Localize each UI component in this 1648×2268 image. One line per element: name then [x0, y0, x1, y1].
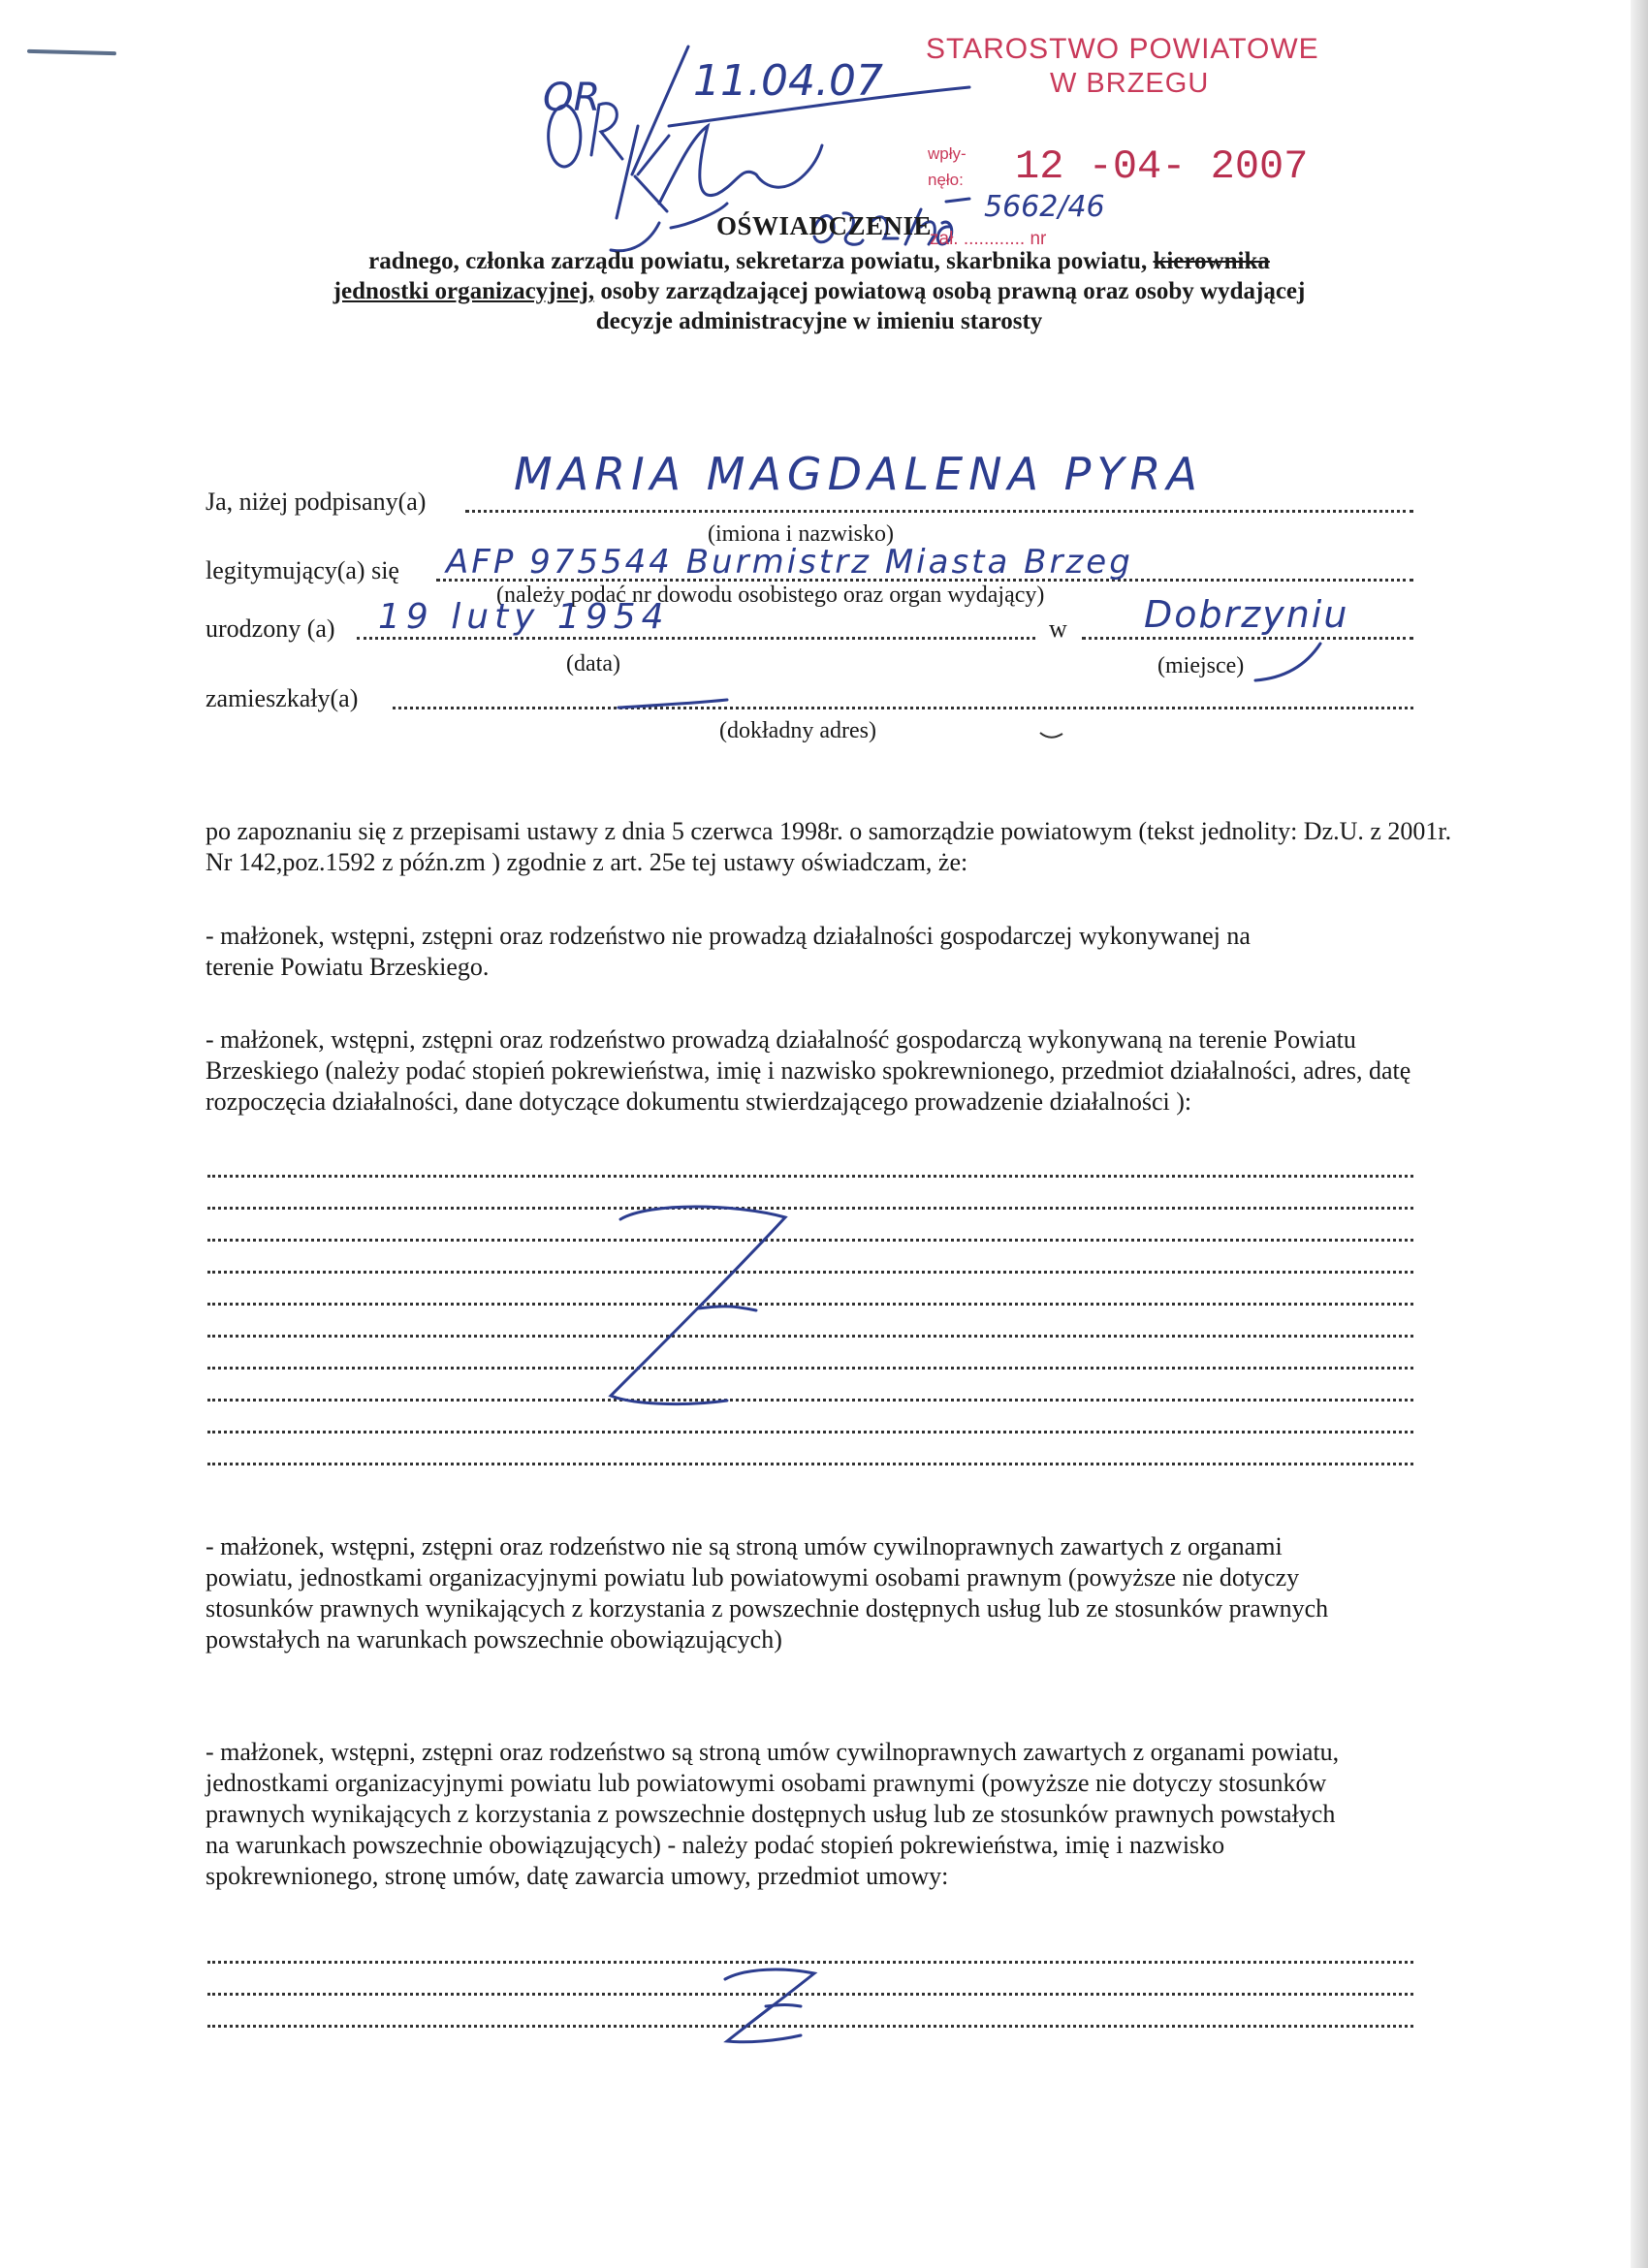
answer-line-9	[207, 1429, 1413, 1433]
place-flourish	[1251, 640, 1328, 698]
subtitle-line1: radnego, członka zarządu powiatu, sekretarza powiatu, skarbnika powiatu,	[368, 248, 1154, 274]
item-contracts: - małżonek, wstępni, zstępni oraz rodzeństwo są stroną umów cywilnoprawnych zawartych z organami powiatu, jednostkami organizacyjnymi powiatu lub powiatowymi osobami prawnymi (powyższe nie dotyczy stosunków prawnych wynikających z korzystania z powszechnie dostępnych usług lub ze stosunków prawnych powstałych na warunkach powszechnie obowiązujących) - należy podać stopień pokrewieństwa, imię i nazwisko spokrewnionego, stronę umów, datę zawarcia umowy, przedmiot umowy:	[206, 1738, 1340, 1890]
intro-paragraph: po zapoznaniu się z przepisami ustawy z dnia 5 czerwca 1998r. o samorządzie powiatowym (tekst jednolity: Dz.U. z 2001r. Nr 142,poz.1592 z późn.zm ) zgodnie z art. 25e tej ustawy oświadczam, że:	[206, 817, 1452, 876]
subtitle-line2: osoby zarządzającej powiatową osobą prawną oraz osoby wydającej	[594, 278, 1306, 304]
id-value: AFP 975544 Burmistrz Miasta Brzeg	[446, 543, 1133, 582]
document-subtitle	[184, 246, 1454, 336]
name-value: MARIA MAGDALENA PYRA	[514, 448, 1203, 500]
birth-date-value: 19 luty 1954	[378, 597, 670, 637]
subtitle-struck-word: kierownika	[1153, 248, 1270, 274]
item-no-business: - małżonek, wstępni, zstępni oraz rodzeństwo nie prowadzą działalności gospodarczej wykonywanej na terenie Powiatu Brzeskiego.	[206, 922, 1251, 981]
subtitle-line3: decyzje administracyjne w imieniu starosty	[595, 308, 1043, 334]
birth-in-label: w	[1049, 614, 1067, 643]
registry-number: 5662/46	[984, 190, 1105, 224]
stamp-office-name: STAROSTWO POWIATOWE	[926, 33, 1319, 65]
stamp-received-label-1: wpły-	[928, 144, 967, 163]
stamp-attachment-label: zał. ............ nr	[930, 229, 1047, 249]
id-label: legitymujący(a) się	[206, 556, 399, 584]
stamp-city: W BRZEGU	[1050, 68, 1210, 99]
name-label: Ja, niżej podpisany(a)	[206, 488, 427, 516]
address-tick	[1037, 729, 1066, 742]
page-edge	[1631, 0, 1648, 2268]
handwritten-initials: OR	[543, 76, 601, 120]
residence-label: zamieszkały(a)	[206, 684, 359, 712]
answer-line-10	[207, 1461, 1413, 1465]
name-caption: (imiona i nazwisko)	[708, 521, 894, 547]
stamp-received-label-2: nęło:	[928, 171, 964, 189]
answer-line-1	[207, 1173, 1413, 1178]
id-caption: (należy podać nr dowodu osobistego oraz organ wydający)	[496, 583, 1045, 608]
birth-place-value: Dobrzyniu	[1144, 593, 1349, 636]
cancel-z-mark-1	[591, 1192, 824, 1425]
place-caption: (miejsce)	[1157, 653, 1245, 678]
handwritten-date: 11.04.07	[693, 56, 883, 106]
birth-label: urodzony (a)	[206, 614, 335, 643]
scan-mark	[27, 49, 116, 55]
stamp-received-date: 12 -04- 2007	[1015, 143, 1309, 190]
item-business: - małżonek, wstępni, zstępni oraz rodzeństwo prowadzą działalność gospodarczą wykonywaną na terenie Powiatu Brzeskiego (należy podać stopień pokrewieństwa, imię i nazwisko spokrewnionego, przedmiot działalności, adres, datę rozpoczęcia działalności, dane dotyczące dokumentu stwierdzającego prowadzenie działalności ):	[206, 1025, 1411, 1116]
address-caption: (dokładny adres)	[719, 718, 876, 743]
document-title: OŚWIADCZENIE	[715, 211, 933, 240]
date-caption: (data)	[566, 651, 620, 677]
item-no-contracts: - małżonek, wstępni, zstępni oraz rodzeństwo nie są stroną umów cywilnoprawnych zawartych z organami powiatu, jednostkami organizacyjnymi powiatu lub powiatowymi osobami prawnym (powyższe nie dotyczy stosunków prawnych wynikających z korzystania z powszechnie dostępnych usług lub ze stosunków prawnych powstałych na warunkach powszechnie obowiązujących)	[206, 1532, 1329, 1654]
subtitle-underlined: jednostki organizacyjnej,	[333, 278, 595, 304]
name-dots	[465, 508, 1413, 513]
cancel-z-mark-2	[708, 1958, 843, 2055]
residence-dots	[393, 705, 1413, 709]
residence-dash-mark	[611, 678, 737, 717]
